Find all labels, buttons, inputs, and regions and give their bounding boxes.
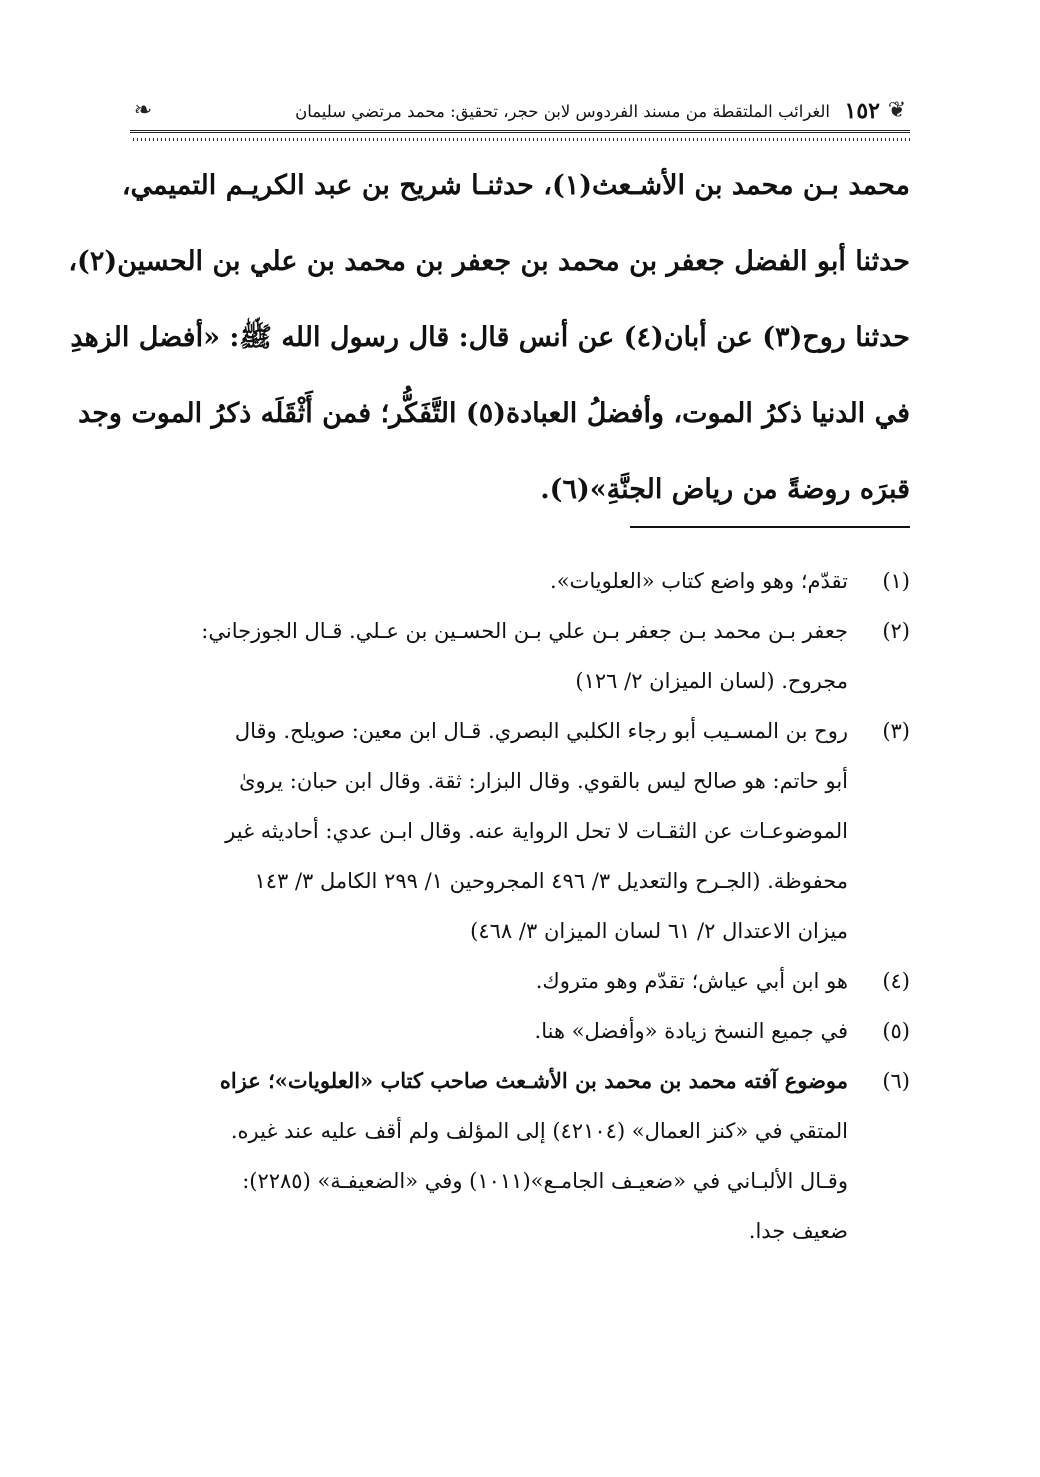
footnote-line: هو ابن أبي عياش؛ تقدّم وهو متروك. bbox=[535, 969, 848, 993]
footnote-line: أبو حاتم: هو صالح ليس بالقوي. وقال البزار: ثقة. وقال ابن حبان: يروىٰ bbox=[239, 769, 848, 793]
hadith-paragraph bbox=[68, 148, 910, 528]
footnote-separator bbox=[630, 526, 910, 528]
text-line: حدثنا روح(٣) عن أبان(٤) عن أنس قال: قال رسول الله ﷺ: «أفضل الزهدِ bbox=[70, 322, 910, 353]
footnote-line: تقدّم؛ وهو واضع كتاب «العلويات». bbox=[550, 569, 848, 593]
page-number: ١٥٢ bbox=[844, 98, 880, 124]
footnote-2 bbox=[130, 606, 910, 706]
footnote-text bbox=[130, 1006, 848, 1056]
footnote-number: (٤) bbox=[882, 969, 910, 993]
text-line: قبرَه روضةً من رياض الجنَّةِ»(٦). bbox=[540, 474, 910, 505]
footnote-line: جعفر بـن محمد بـن جعفر بـن علي بـن الحسـين بن عـلي. قـال الجوزجاني: bbox=[201, 619, 848, 643]
ornament-right-icon: ❦ bbox=[887, 98, 907, 123]
hadith-text bbox=[68, 148, 910, 528]
footnote-text bbox=[130, 1056, 848, 1256]
ornament-left-icon: ❧ bbox=[133, 98, 153, 123]
text-line: حدثنا أبو الفضل جعفر بن محمد بن جعفر بن محمد بن علي بن الحسين(٢)، bbox=[68, 246, 910, 277]
footnote-text bbox=[130, 556, 848, 606]
footnote-text bbox=[130, 706, 848, 956]
footnotes bbox=[130, 556, 910, 1256]
footnote-line: وقـال الألبـاني في «ضعيـف الجامـع»(١٠١١) وفي «الضعيفـة» (٢٢٨٥): bbox=[242, 1169, 848, 1193]
footnote-number: (١) bbox=[882, 569, 910, 593]
footnote-number: (٥) bbox=[882, 1019, 910, 1043]
footnote-3 bbox=[130, 706, 910, 956]
footnote-line: المتقي في «كنز العمال» (٤٢١٠٤) إلى المؤلف ولم أقف عليه عند غيره. bbox=[230, 1119, 848, 1143]
footnote-number: (٣) bbox=[882, 719, 910, 743]
text-line: محمد بـن محمد بن الأشـعث(١)، حدثنـا شريح بن عبد الكريـم التميمي، bbox=[121, 170, 910, 201]
footnote-1 bbox=[130, 556, 910, 606]
running-header bbox=[130, 92, 910, 138]
footnote-line: روح بن المسـيب أبو رجاء الكلبي البصري. قـال ابن معين: صويلح. وقال bbox=[234, 719, 848, 743]
footnote-line: الموضوعـات عن الثقـات لا تحل الرواية عنه. وقال ابـن عدي: أحاديثه غير bbox=[225, 819, 848, 843]
footnote-5 bbox=[130, 1006, 910, 1056]
header-rule bbox=[130, 130, 910, 141]
footnote-line: موضوع آفته محمد بن محمد بن الأشـعث صاحب كتاب «العلويات»؛ عزاه bbox=[219, 1068, 848, 1093]
text-line: في الدنيا ذكرُ الموت، وأفضلُ العبادة(٥) التَّفَكُّر؛ فمن أَثْقَلَه ذكرُ الموت وجد bbox=[78, 398, 910, 429]
book-title: الغرائب الملتقطة من مسند الفردوس لابن حجر، تحقيق: محمد مرتضي سليمان bbox=[295, 102, 830, 121]
footnote-line: مجروح. (لسان الميزان ٢/ ١٢٦) bbox=[575, 669, 848, 693]
footnote-line: محفوظة. (الجـرح والتعديل ٣/ ٤٩٦ المجروحين ١/ ٢٩٩ الكامل ٣/ ١٤٣ bbox=[254, 869, 848, 893]
footnote-line: ميزان الاعتدال ٢/ ٦١ لسان الميزان ٣/ ٤٦٨) bbox=[470, 919, 848, 943]
footnote-text bbox=[130, 956, 848, 1006]
footnote-6 bbox=[130, 1056, 910, 1256]
footnote-text bbox=[130, 606, 848, 706]
footnote-number: (٦) bbox=[882, 1069, 910, 1093]
footnote-4 bbox=[130, 956, 910, 1006]
footnote-line: في جميع النسخ زيادة «وأفضل» هنا. bbox=[534, 1019, 848, 1043]
footnote-line: ضعيف جدا. bbox=[748, 1219, 848, 1243]
footnote-number: (٢) bbox=[882, 619, 910, 643]
